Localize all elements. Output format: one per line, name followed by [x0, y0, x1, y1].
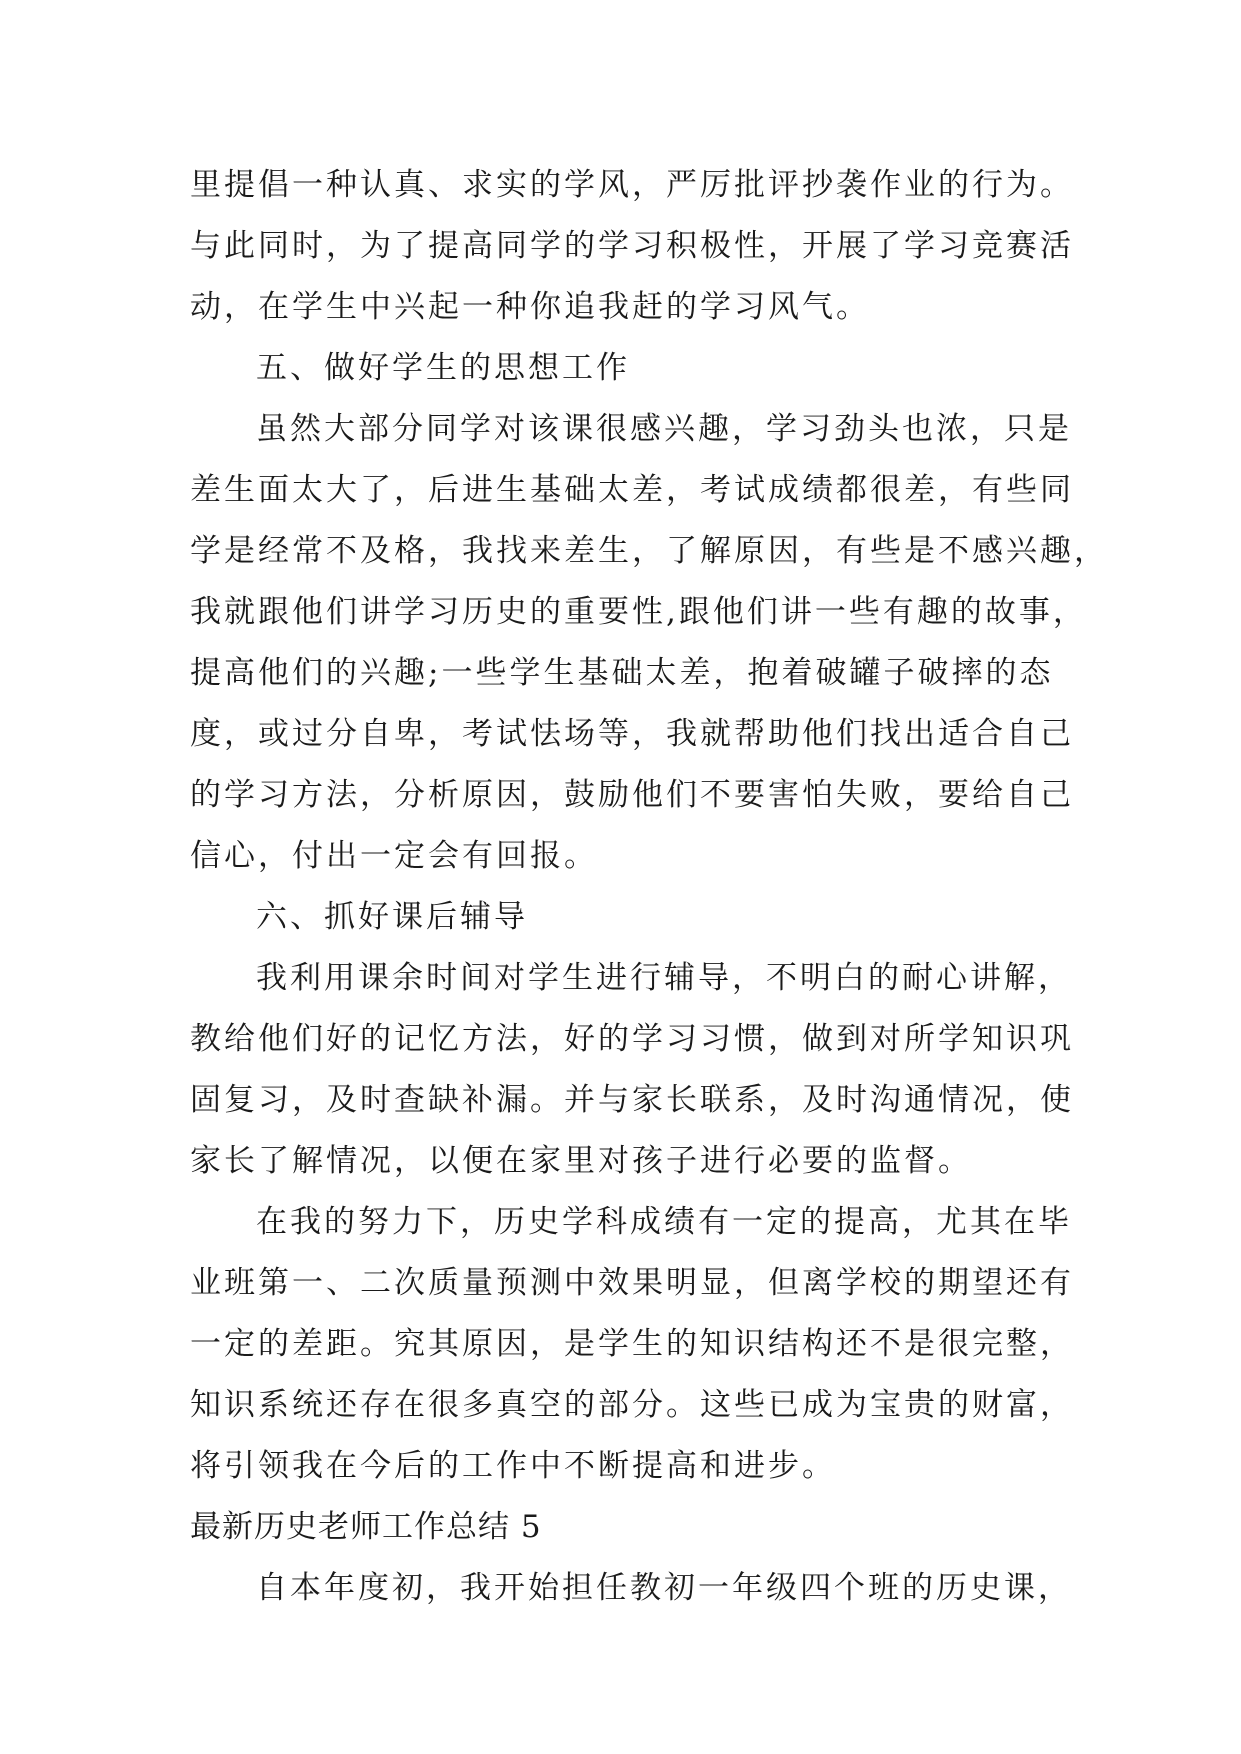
- document-title: 最新历史老师工作总结 5: [190, 1509, 542, 1545]
- text-line: 教给他们好的记忆方法，好的学习习惯，做到对所学知识巩: [190, 1021, 1074, 1057]
- text-line: 在我的努力下，历史学科成绩有一定的提高，尤其在毕: [256, 1204, 1072, 1240]
- text-line: 知识系统还存在很多真空的部分。这些已成为宝贵的财富，: [190, 1387, 1074, 1423]
- text-line: 业班第一、二次质量预测中效果明显，但离学校的期望还有: [190, 1265, 1074, 1301]
- text-line: 自本年度初，我开始担任教初一年级四个班的历史课，: [256, 1570, 1072, 1606]
- text-line: 固复习，及时查缺补漏。并与家长联系，及时沟通情况，使: [190, 1082, 1074, 1118]
- text-line: 的学习方法，分析原因，鼓励他们不要害怕失败，要给自己: [190, 777, 1074, 813]
- text-line: 提高他们的兴趣;一些学生基础太差，抱着破罐子破摔的态: [190, 655, 1054, 691]
- section-heading: 五、做好学生的思想工作: [256, 350, 630, 386]
- text-line: 动，在学生中兴起一种你追我赶的学习风气。: [190, 289, 870, 325]
- text-line: 度，或过分自卑，考试怯场等，我就帮助他们找出适合自己: [190, 716, 1074, 752]
- section-heading: 六、抓好课后辅导: [256, 899, 528, 935]
- text-line: 我利用课余时间对学生进行辅导，不明白的耐心讲解，: [256, 960, 1072, 996]
- text-line: 虽然大部分同学对该课很感兴趣，学习劲头也浓，只是: [256, 411, 1072, 447]
- document-page: [190, 155, 1108, 1619]
- text-line: 我就跟他们讲学习历史的重要性,跟他们讲一些有趣的故事，: [190, 594, 1087, 630]
- text-line: 一定的差距。究其原因，是学生的知识结构还不是很完整，: [190, 1326, 1074, 1362]
- text-line: 将引领我在今后的工作中不断提高和进步。: [190, 1448, 836, 1484]
- text-line: 与此同时，为了提高同学的学习积极性，开展了学习竞赛活: [190, 228, 1074, 264]
- text-line: 家长了解情况，以便在家里对孩子进行必要的监督。: [190, 1143, 972, 1179]
- text-line: 学是经常不及格，我找来差生，了解原因，有些是不感兴趣，: [190, 533, 1108, 569]
- text-line: 差生面太大了，后进生基础太差，考试成绩都很差，有些同: [190, 472, 1074, 508]
- text-line: 里提倡一种认真、求实的学风，严厉批评抄袭作业的行为。: [190, 167, 1074, 203]
- text-line: 信心，付出一定会有回报。: [190, 838, 598, 874]
